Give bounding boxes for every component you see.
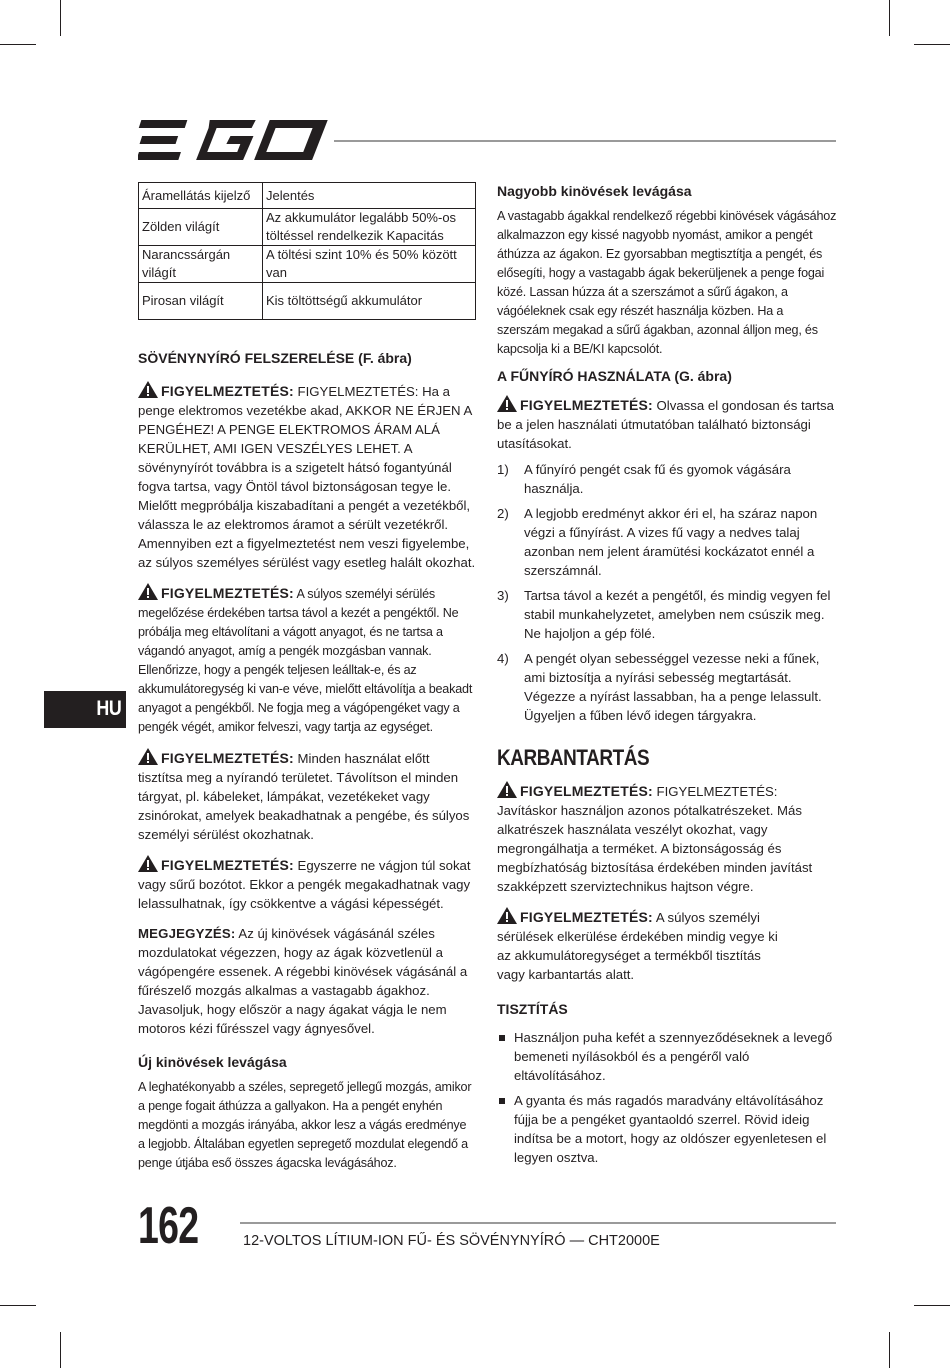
- warning-triangle-icon: [138, 855, 158, 872]
- mower-steps-list: [497, 460, 837, 725]
- table-cell: Zölden világít: [139, 209, 263, 246]
- battery-indicator-table: [138, 182, 476, 320]
- page-number: 162: [138, 1197, 199, 1255]
- section-heading: Nagyobb kinövések levágása: [497, 183, 692, 199]
- warning-paragraph: [138, 855, 476, 913]
- section-heading: SÖVÉNYNYÍRÓ FELSZERELÉSE (F. ábra): [138, 350, 412, 366]
- ego-logo: [138, 118, 328, 162]
- warning-paragraph: [497, 781, 837, 896]
- header-rule: [334, 140, 836, 142]
- list-text: A fűnyíró pengét csak fű és gyomok vágására használja.: [524, 462, 791, 496]
- cleaning-list: [497, 1028, 837, 1167]
- list-number: 4): [497, 651, 509, 666]
- warning-text: FIGYELMEZTETÉS: Javításkor használjon azonos pótalkatrészeket. Más alkatrészek használata veszélyt okozhat, vagy megrongálhatja a terméket. A biztonságosság és megbízhatóság biztosítása érdekében minden javítást szakképzett szerviztechnikus hajtson végre.: [497, 784, 813, 894]
- table-cell: Narancssárgán világít: [139, 246, 263, 283]
- warning-label: FIGYELMEZTETÉS:: [161, 585, 294, 601]
- warning-label: FIGYELMEZTETÉS:: [161, 750, 294, 766]
- list-item: [497, 504, 837, 580]
- list-item: [497, 586, 837, 643]
- warning-text: A súlyos személyi sérülések elkerülése érdekében mindig vegye ki az akkumulátoregységet a termékből tisztítás vagy karbantartás alatt.: [497, 910, 778, 982]
- crop-mark: [889, 1332, 890, 1368]
- section-heading: A FŰNYÍRÓ HASZNÁLATA (G. ábra): [497, 368, 732, 384]
- crop-mark: [914, 44, 950, 45]
- note-paragraph: [138, 924, 476, 1038]
- warning-label: FIGYELMEZTETÉS:: [161, 383, 294, 399]
- list-text: A pengét olyan sebességgel vezesse neki a fűnek, ami biztosítja a nyírási sebesség megtartását. Végezze a nyírást lassabban, ha a penge lelassult. Ügyeljen a fűben lévő idegen tárgyakra.: [524, 651, 822, 723]
- language-tab: [44, 691, 126, 728]
- language-tab-label: HU: [96, 697, 121, 720]
- note-text: Az új kinövések vágásánál széles mozdulatokat végezzen, hogy az ágak közvetlenül a vágópengére essenek. A régebbi kinövések vágásánál a fűrészelő mozgás alkalmas a vastagabb ágakhoz. Javasoljuk, hogy először a nagy ágakat vágja le nem motoros kézi fűrésszel vagy ágnyesővel.: [138, 926, 468, 1036]
- table-cell: A töltési szint 10% és 50% között van: [263, 246, 476, 283]
- footer-title: 12-VOLTOS LÍTIUM-ION FŰ- ÉS SÖVÉNYNYÍRÓ — CHT2000E: [243, 1233, 660, 1249]
- bullet-square-icon: [499, 1035, 505, 1041]
- list-text: Használjon puha kefét a szennyeződéseknek a levegő bemeneti nyílásokból és a pengéről való eltávolításához.: [514, 1030, 833, 1083]
- list-text: A gyanta és más ragadós maradvány eltávolításához fújja be a pengéket gyantaoldó szerrel. Rövid ideig indítsa be a motort, hogy az oldószer egyenletesen el legyen osztva.: [514, 1093, 827, 1165]
- crop-mark: [0, 1305, 36, 1306]
- list-item: [497, 649, 837, 725]
- list-number: 2): [497, 506, 509, 521]
- section-heading: Új kinövések levágása: [138, 1054, 287, 1070]
- warning-paragraph: [138, 583, 476, 737]
- list-number: 1): [497, 462, 509, 477]
- left-column: [138, 182, 476, 1173]
- warning-paragraph: [138, 748, 476, 844]
- crop-mark: [889, 0, 890, 36]
- right-column: [497, 182, 837, 1173]
- warning-triangle-icon: [497, 907, 517, 924]
- warning-label: FIGYELMEZTETÉS:: [520, 397, 653, 413]
- body-paragraph: A vastagabb ágakkal rendelkező régebbi kinövések vágásához alkalmazzon egy kissé nagyobb nyomást, amikor a pengét áthúzza az ágakon. Ez gyorsabban megtisztítja a pengét, és elősegíti, hogy a vastagabb ágak bekerüljenek a penge fogai közé. Lassan húzza át a szerszámot a sűrű ágakon, a vágóéleknek csak egy részét használja közben. Ha a szerszám megakad a sűrű ágakban, azonnal álljon meg, és kapcsolja ki a BE/KI kapcsolót.: [497, 209, 837, 356]
- crop-mark: [0, 44, 36, 45]
- table-cell: Pirosan világít: [139, 283, 263, 320]
- list-text: Tartsa távol a kezét a pengétől, és mindig vegyen fel stabil munkahelyzetet, amelyben nem csúszik meg. Ne hajoljon a gép fölé.: [524, 588, 831, 641]
- warning-label: FIGYELMEZTETÉS:: [520, 909, 653, 925]
- warning-text: A súlyos személyi sérülés megelőzése érdekében tartsa távol a kezét a pengéktől. Ne próbálja meg eltávolítani a vágott anyagot, és ne tartsa a vágandó anyagot, amíg a pengék mozgásban vannak. Ellenőrizze, hogy a pengék teljesen leálltak-e, és az akkumulátoregység ki van-e véve, mielőtt eltávolítja a beakadt anyagot a pengékből. Ne fogja meg a vágópengéket vagy a pengék végét, amikor felveszi, vagy tartja az egységet.: [138, 587, 473, 734]
- warning-text: Minden használat előtt tisztítsa meg a nyírandó területet. Távolítson el minden tárgyat, pl. kábeleket, lámpákat, vezetékeket vagy zsinórokat, amelyek beakadhatnak a pengébe, és súlyos személyi sérülést okozhatnak.: [138, 751, 470, 842]
- table-header: Áramellátás kijelző: [139, 183, 263, 209]
- table-header: Jelentés: [263, 183, 476, 209]
- crop-mark: [60, 1332, 61, 1368]
- list-text: A legjobb eredményt akkor éri el, ha száraz napon végzi a fűnyírást. A vizes fű vagy a nedves talaj azonban nem jelent áramütési kockázatot ennél a szerszámnál.: [524, 506, 818, 578]
- warning-label: FIGYELMEZTETÉS:: [520, 783, 653, 799]
- warning-triangle-icon: [138, 583, 158, 600]
- bullet-square-icon: [499, 1098, 505, 1104]
- warning-text: Egyszerre ne vágjon túl sokat vagy sűrű bozótot. Ekkor a pengék megakadhatnak vagy lelassulhatnak, így csökkentve a vágási képességét.: [138, 858, 471, 911]
- chapter-heading: KARBANTARTÁS: [497, 745, 650, 770]
- table-cell: Az akkumulátor legalább 50%-os töltéssel rendelkezik Kapacitás: [263, 209, 476, 246]
- warning-paragraph: [138, 381, 476, 572]
- table-row: [139, 283, 476, 320]
- warning-text: Olvassa el gondosan és tartsa be a jelen használati útmutatóban található biztonsági utasításokat.: [497, 398, 834, 451]
- list-item: [497, 1028, 837, 1085]
- warning-triangle-icon: [138, 381, 158, 398]
- crop-mark: [914, 1305, 950, 1306]
- warning-triangle-icon: [497, 395, 517, 412]
- section-heading: TISZTÍTÁS: [497, 1001, 568, 1017]
- warning-paragraph: [497, 395, 837, 453]
- note-label: MEGJEGYZÉS:: [138, 926, 236, 941]
- table-row: [139, 246, 476, 283]
- table-cell: Kis töltöttségű akkumulátor: [263, 283, 476, 320]
- warning-label: FIGYELMEZTETÉS:: [161, 857, 294, 873]
- list-item: [497, 460, 837, 498]
- warning-triangle-icon: [497, 781, 517, 798]
- list-item: [497, 1091, 837, 1167]
- warning-triangle-icon: [138, 748, 158, 765]
- warning-paragraph: [497, 907, 787, 984]
- crop-mark: [60, 0, 61, 36]
- list-number: 3): [497, 588, 509, 603]
- table-row: [139, 209, 476, 246]
- warning-text: FIGYELMEZTETÉS: Ha a penge elektromos vezetékbe akad, AKKOR NE ÉRJEN A PENGÉHEZ! A PENGE ELEKTROMOS ÁRAM ALÁ KERÜLHET, AMI IGEN VESZÉLYES LEHET. A sövénynyírót továbbra is a szigetelt hátsó fogantyúnál fogva tartsa, vagy Öntöl távol biztonságosan tegye le. Mielőtt megpróbálja kiszabadítani a pengét a vezetékből, válassza le az elektromos áramot a sérült vezetékről. Amennyiben ezt a figyelmeztetést nem veszi figyelembe, az súlyos személyes sérülést vagy esetleg halált okozhat.: [138, 384, 476, 570]
- footer-rule: [240, 1222, 836, 1224]
- body-paragraph: A leghatékonyabb a széles, sepregető jellegű mozgás, amikor a penge fogait áthúzza a gallyakon. Ha a pengét enyhén megdönti a mozgás irányába, akkor lesz a vágás eredménye a legjobb. Általában egyetlen sepregető mozdulat elegendő a penge útjába eső összes ágacska levágásához.: [138, 1080, 472, 1170]
- table-header-row: [139, 183, 476, 209]
